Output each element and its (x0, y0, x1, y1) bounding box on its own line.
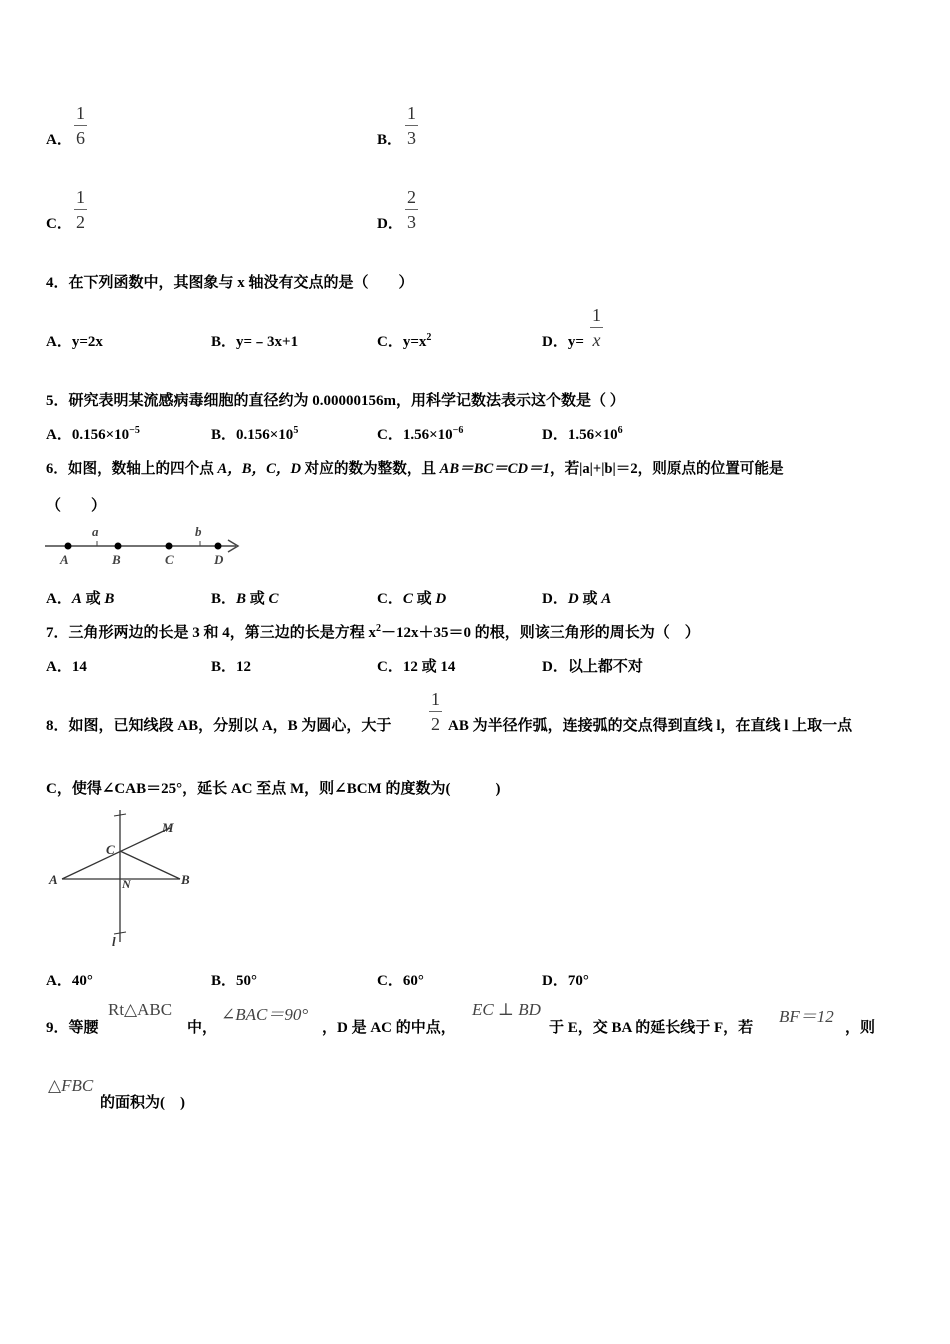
q6-stem: 6．如图，数轴上的四个点 A，B，C，D 对应的数为整数，且 AB＝BC＝CD＝1，若|a|+|b|＝2，则原点的位置可能是 (46, 461, 784, 477)
q9-math-perpendicular: EC ⊥ BD (472, 1000, 541, 1019)
label-M: M (162, 820, 174, 835)
q8-stem-line2: C，使得∠CAB＝25°，延长 AC 至点 M，则∠BCM 的度数为( ) (46, 781, 501, 797)
q7-stem: 7．三角形两边的长是 3 和 4，第三边的长是方程 $x^2-12x+35=0$ 的根，则该三角形的周长为（ ） (46, 623, 700, 641)
q7-option-a[interactable]: A．14 (46, 659, 87, 675)
q6-option-d[interactable]: D．D 或 A (542, 591, 612, 607)
q9-math-triangle-fbc: △FBC (48, 1076, 94, 1095)
point-B (115, 543, 122, 550)
q8-option-b[interactable]: B．50° (211, 973, 258, 989)
point-C (166, 543, 173, 550)
q7-option-b[interactable]: B．12 (211, 659, 252, 675)
q3-option-c-fraction: 1 2 (76, 187, 85, 232)
label-a: a (92, 524, 99, 539)
q4-stem: 4．在下列函数中，其图象与 x 轴没有交点的是（ ） (46, 275, 414, 291)
option-letter: C． (46, 216, 72, 232)
q3-option-c[interactable] (46, 212, 72, 233)
q4-option-a[interactable]: A．y=2x (46, 334, 103, 350)
q9-stem-4: 于 E，交 BA 的延长线于 F，若 (549, 1020, 754, 1036)
q7-option-c[interactable]: C．12 或 14 (377, 659, 456, 675)
q9-stem-2: 中， (187, 1020, 218, 1036)
q4-option-d[interactable]: D．y= (542, 334, 584, 350)
segment-CB (120, 851, 180, 879)
label-B: B (181, 872, 190, 887)
q8-fraction: 1 2 (431, 689, 440, 734)
q8-stem-part1: 8．如图，已知线段 AB，分别以 A，B 为圆心，大于 (46, 718, 392, 734)
q5-option-d[interactable]: D．$1.56\times 10^6$ (542, 425, 623, 443)
q5-option-a[interactable]: A．$0.156\times 10^{-5}$ (46, 425, 140, 443)
option-letter: B． (377, 132, 403, 148)
q8-option-a[interactable]: A．40° (46, 973, 93, 989)
label-C: C (106, 842, 115, 857)
q9-math-bf: BF＝12 (779, 1007, 834, 1026)
q8-stem-part2: AB 为半径作弧，连接弧的交点得到直线 l，在直线 l 上取一点 (448, 718, 853, 734)
point-D (215, 543, 222, 550)
q8-option-c[interactable]: C．60° (377, 973, 424, 989)
option-letter: D． (377, 216, 403, 232)
q9-math-angle: ∠BAC＝90° (221, 1005, 309, 1024)
label-l: l (112, 934, 116, 949)
q6-option-a[interactable]: A．A 或 B (46, 591, 115, 607)
q6-option-b[interactable]: B．B 或 C (211, 591, 279, 607)
geometry-figure-q8 (44, 806, 204, 952)
label-A: A (60, 552, 69, 567)
number-line-figure (40, 522, 250, 572)
q6-option-c[interactable]: C．C 或 D (377, 591, 447, 607)
q9-stem-3: ，D 是 AC 的中点， (322, 1020, 456, 1036)
q3-option-a-fraction: 1 6 (76, 103, 85, 148)
q4-option-c[interactable]: C．$y=x^2$ (377, 332, 432, 350)
q9-stem-6: 的面积为( ) (100, 1095, 185, 1111)
q3-option-b-fraction: 1 3 (407, 103, 416, 148)
q8-option-d[interactable]: D．70° (542, 973, 589, 989)
q7-option-d[interactable]: D．以上都不对 (542, 659, 643, 675)
option-letter: A． (46, 132, 72, 148)
q5-option-c[interactable]: C．$1.56\times 10^{-6}$ (377, 425, 464, 443)
q6-stem-line2: （ ） (46, 498, 107, 514)
q4-option-b[interactable]: B．y=﹣3x+1 (211, 334, 299, 350)
label-B: B (112, 552, 121, 567)
label-A: A (49, 872, 58, 887)
label-b: b (195, 524, 202, 539)
q9-math-rt-triangle: Rt△ABC (108, 1000, 173, 1019)
q3-option-a[interactable] (46, 128, 72, 149)
label-N: N (122, 877, 131, 891)
q3-option-d-fraction: 2 3 (407, 187, 416, 232)
label-D: D (214, 552, 224, 567)
q9-stem-1: 9．等腰 (46, 1020, 99, 1036)
q9-stem-5: ，则 (845, 1020, 876, 1036)
q5-option-b[interactable]: B．$0.156\times 10^5$ (211, 425, 299, 443)
q3-option-b[interactable] (377, 128, 402, 149)
q4-option-d-fraction: 1 x (592, 305, 601, 350)
ray-AM (62, 828, 170, 879)
q5-stem: 5．研究表明某流感病毒细胞的直径约为 0.00000156m，用科学记数法表示这个数是（ ） (46, 393, 625, 409)
label-C: C (165, 552, 174, 567)
q3-option-d[interactable] (377, 212, 403, 233)
point-A (65, 543, 72, 550)
